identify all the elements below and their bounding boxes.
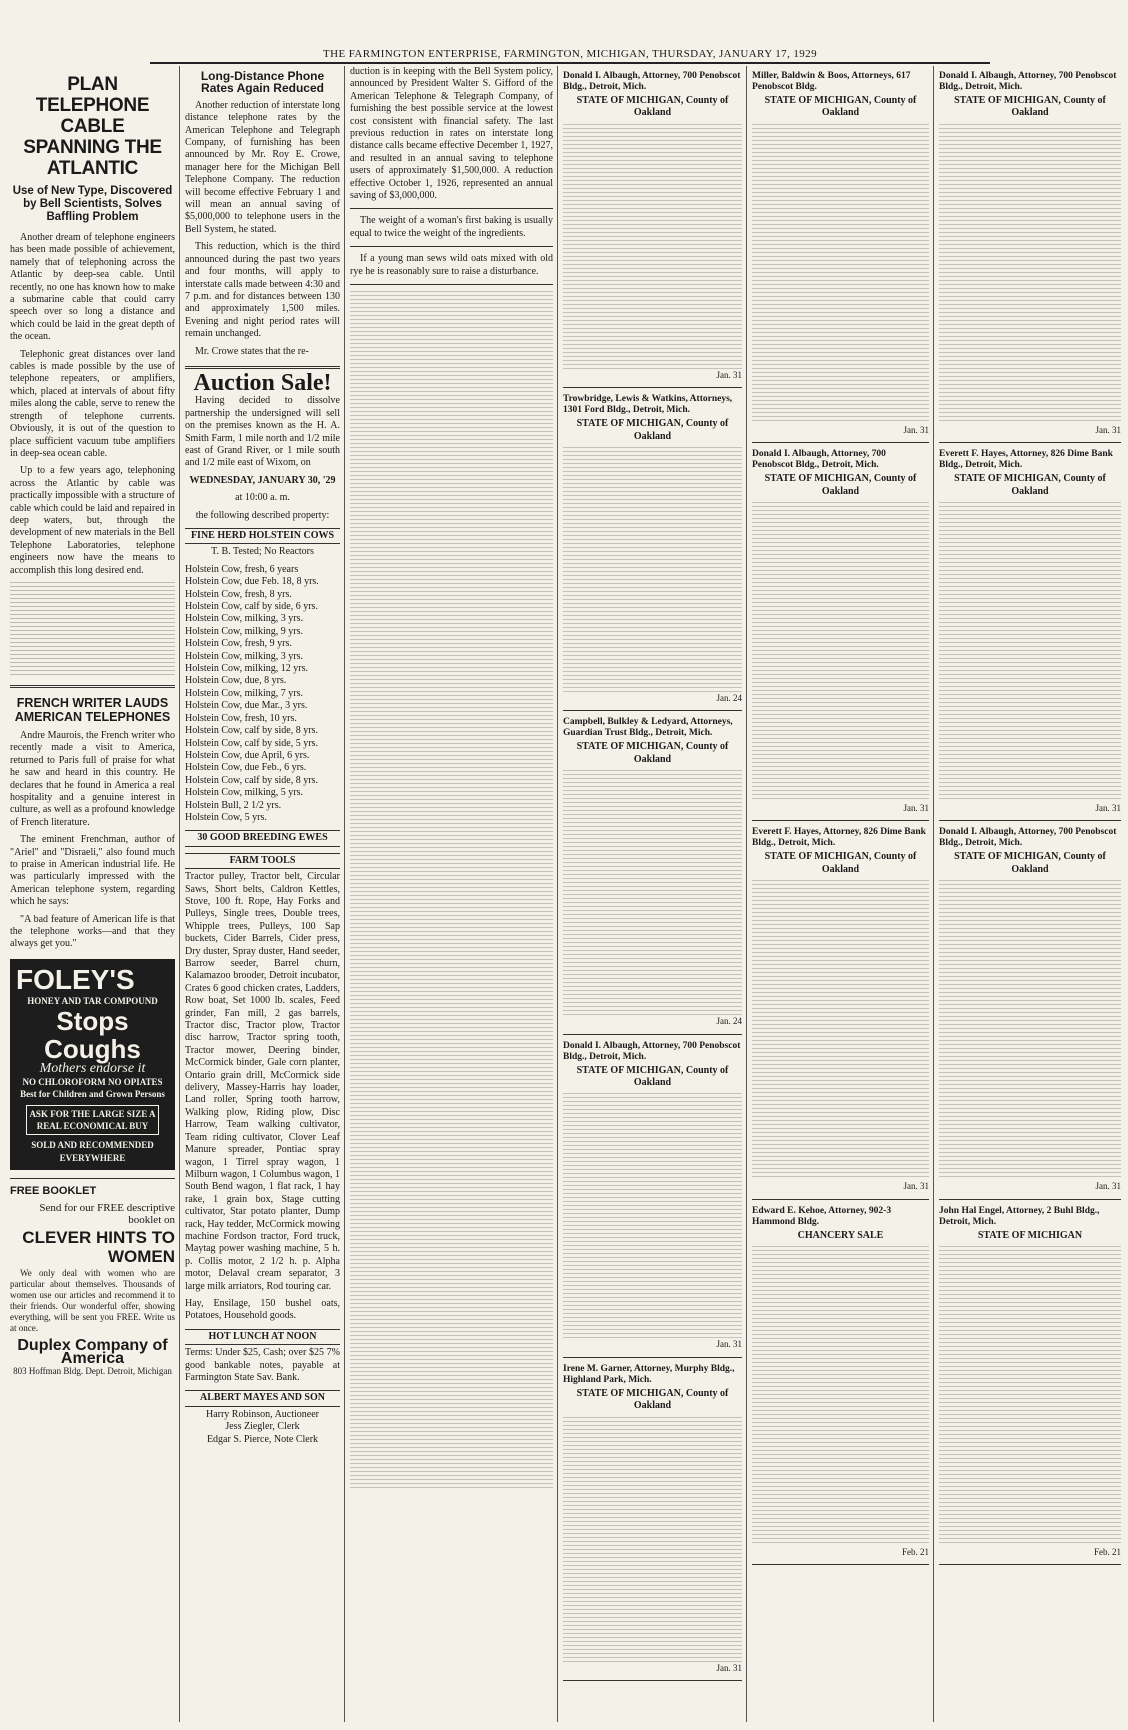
booklet-ad-company: Duplex Company of America xyxy=(17,1337,168,1367)
notice-date: Jan. 24 xyxy=(716,693,742,704)
notice-body-text xyxy=(752,124,929,424)
notice-date: Jan. 31 xyxy=(903,424,929,435)
note-clerk: Edgar S. Pierce, Note Clerk xyxy=(206,1433,319,1445)
divider xyxy=(939,1564,1121,1565)
notice-title: STATE OF MICHIGAN, County of Oakland xyxy=(764,95,917,119)
notice-title: STATE OF MICHIGAN, County of Oakland xyxy=(576,1387,729,1412)
cow-list-item: Holstein Cow, milking, 9 yrs. xyxy=(185,625,303,637)
notice-date: Jan. 31 xyxy=(903,1181,929,1192)
headline-telephone-cable: PLAN TELEPHONE CABLE SPANNING THE ATLANTIC xyxy=(23,74,162,179)
column-3 xyxy=(346,66,558,1722)
notice-body-text xyxy=(939,1246,1121,1546)
notice-body-text xyxy=(563,124,742,369)
legal-notice xyxy=(939,449,1121,821)
auction-title: Auction Sale! xyxy=(193,369,332,396)
notice-date: Jan. 24 xyxy=(716,1016,742,1027)
headline-french-writer: FRENCH WRITER LAUDS AMERICAN TELEPHONES xyxy=(14,695,171,724)
article-paragraph: duction is in keeping with the Bell System policy, announced by President Walter S. Gifford of the American Telephone & Telegraph Company, of furnishing the best possible service at the lowest cost consistent with financial safety. The last previous reduction in rates on interstate long distance calls became effective December 1, 1927, and resulted in an annual saving to telephone users of approximately $1,500,000. A reduction effective October 1, 1926, represented an annual saving of $3,000,000. xyxy=(350,66,553,202)
legal-notice xyxy=(563,1364,742,1681)
divider xyxy=(752,820,929,821)
clerk: Jess Ziegler, Clerk xyxy=(225,1421,300,1433)
cow-list-item: Holstein Cow, fresh, 10 yrs. xyxy=(185,712,297,724)
notice-title: CHANCERY SALE xyxy=(797,1229,884,1241)
column-1 xyxy=(6,66,180,1722)
divider xyxy=(563,710,742,711)
foleys-logo: FOLEY'S xyxy=(16,963,135,995)
notice-date: Feb. 21 xyxy=(1094,1547,1121,1558)
cow-list-item: Holstein Bull, 2 1/2 yrs. xyxy=(185,799,282,811)
article-paragraph: The eminent Frenchman, author of "Ariel" and "Disraeli," also found much to praise in American industrial life. He was particularly impressed with the American telephone system, regarding which he says: xyxy=(10,834,175,908)
divider xyxy=(185,366,340,369)
notice-date: Jan. 31 xyxy=(716,1339,742,1350)
column-6 xyxy=(935,66,1125,1722)
notice-body-text xyxy=(563,1093,742,1338)
divider xyxy=(563,1680,742,1681)
notice-attorney: Campbell, Bulkley & Ledyard, Attorneys, Guardian Trust Bldg., Detroit, Mich. xyxy=(563,717,733,739)
legal-notice xyxy=(939,71,1121,443)
article-paragraph: "A bad feature of American life is that the telephone works—and that they always get you." xyxy=(10,913,175,950)
hay-text: Hay, Ensilage, 150 bushel oats, Potatoes, Household goods. xyxy=(185,1297,340,1322)
article-paragraph: Andre Maurois, the French writer who recently made a visit to America, returned to Paris full of praise for what he saw and heard in this country. He declares that he found in America a real hospitality and a genuine interest in culture, as well as a profound knowledge of French literature. xyxy=(10,729,175,828)
notice-attorney: Everett F. Hayes, Attorney, 826 Dime Bank Bldg., Detroit, Mich. xyxy=(939,449,1113,471)
cow-list-item: Holstein Cow, 5 yrs. xyxy=(185,811,267,823)
cow-list-item: Holstein Cow, milking, 3 yrs. xyxy=(185,650,303,662)
notice-attorney: Donald I. Albaugh, Attorney, 700 Penobscot Bldg., Detroit, Mich. xyxy=(939,827,1117,849)
divider xyxy=(563,1034,742,1035)
cows-list xyxy=(185,564,340,825)
article-paragraph: This reduction, which is the third announced during the past two years and four months, will apply to interstate calls made between 4:30 and 7 p.m. and for distances between 130 and approximately 1,500 miles. Evening and night period rates will remain unchanged. xyxy=(185,241,340,340)
booklet-ad-address: 803 Hoffman Bldg. Dept. Detroit, Michigan xyxy=(13,1366,172,1377)
divider xyxy=(350,246,553,247)
legal-notices-text xyxy=(350,291,553,1491)
legal-notice xyxy=(752,449,929,821)
notice-title: STATE OF MICHIGAN xyxy=(977,1229,1083,1241)
headline-phone-rates: Long-Distance Phone Rates Again Reduced xyxy=(200,69,325,96)
cow-list-item: Holstein Cow, milking, 7 yrs. xyxy=(185,687,303,699)
booklet-ad-line: Send for our FREE descriptive booklet on xyxy=(39,1201,175,1226)
notice-body-text xyxy=(563,447,742,692)
notice-body-text xyxy=(752,1246,929,1546)
divider xyxy=(939,1199,1121,1200)
notice-attorney: John Hal Engel, Attorney, 2 Buhl Bldg., Detroit, Mich. xyxy=(939,1205,1100,1227)
auction-date: WEDNESDAY, JANUARY 30, '29 xyxy=(189,474,336,486)
notice-body-text xyxy=(563,1417,742,1662)
notice-title: STATE OF MICHIGAN, County of Oakland xyxy=(764,473,917,497)
tools-text: Tractor pulley, Tractor belt, Circular Saws, Short belts, Caldron Kettles, Stove, 100 ft. Rope, Hay Forks and Pulleys, Single trees, Double trees, Whipple trees, Pulleys, 100 Sap buckets, Cider Barrels, Cider press, Dry duster, Spray duster, Hand seeder, Barrow seeder, Barrel churn, Kalamazoo brooder, Detroit incubator, Crates 6 good chicken crates, Ladders, Row boat, Set 1000 lb. scales, Feed grinder, Fan mill, 2 gas barrels, Tractor disc, Tractor plow, Tractor disc harrow, Tractor spring tooth, Tractor mower, Deering binder, McCormick binder, Gale corn planter, Ontario grain drill, McCormick side delivery, Massey-Harris hay loader, Land roller, Spring tooth harrow, Walking plow, Riding plow, Disc Harrow, Team walking cultivator, Team riding cultivator, Clover Leaf Manure spreader, Pontiac spray wagon, 1 Tirrel spray wagon, 1 Milburn wagon, 1 Columbus wagon, 1 South Bend wagon, 1 flat rack, 1 hay rake, 1 grain box, Stage cutting cultivator, Star potato planter, Dump rack, Hay tedder, McCormick mowing machine Fordson tractor, Ford truck, Maytag power washing machine, 5 h. p. Collis motor, 2 1/2 h. p. Alpha motor, Delaval cream separator, 3 large milk arriators, Rod touring car. xyxy=(185,871,340,1292)
cows-subheading: T. B. Tested; No Reactors xyxy=(211,546,314,558)
auction-following: the following described property: xyxy=(195,509,330,521)
divider xyxy=(939,442,1121,443)
notice-body-text xyxy=(563,770,742,1015)
foleys-advertisement xyxy=(10,959,175,1170)
divider xyxy=(563,1357,742,1358)
notice-body-text xyxy=(752,880,929,1180)
notice-title: STATE OF MICHIGAN, County of Oakland xyxy=(576,1064,729,1089)
notice-title: STATE OF MICHIGAN, County of Oakland xyxy=(576,418,729,442)
subhead-telephone-cable: Use of New Type, Discovered by Bell Scientists, Solves Baffling Problem xyxy=(12,185,173,223)
notice-date: Jan. 31 xyxy=(1095,803,1121,814)
notice-date: Jan. 31 xyxy=(716,1662,742,1673)
cow-list-item: Holstein Cow, due Mar., 3 yrs. xyxy=(185,700,308,712)
article-paragraph: Mr. Crowe states that the re- xyxy=(195,345,309,357)
cow-list-item: Holstein Cow, fresh, 6 years xyxy=(185,563,299,575)
lunch-heading: HOT LUNCH AT NOON xyxy=(185,1329,340,1345)
notice-body-text xyxy=(939,502,1121,802)
filler-paragraph: If a young man sews wild oats mixed with old rye he is reasonably sure to raise a disturbance. xyxy=(350,253,553,277)
cow-list-item: Holstein Cow, milking, 3 yrs. xyxy=(185,613,303,625)
legal-notice xyxy=(939,1206,1121,1566)
notice-date: Jan. 31 xyxy=(716,369,742,380)
ad-line: Best for Children and Grown Persons xyxy=(20,1089,165,1100)
ad-line: Mothers endorse it xyxy=(39,1061,146,1077)
column-4 xyxy=(559,66,747,1722)
cow-list-item: Holstein Cow, due, 8 yrs. xyxy=(185,675,287,687)
ad-bottom-line: SOLD AND RECOMMENDED EVERYWHERE xyxy=(31,1140,154,1163)
column-5 xyxy=(748,66,934,1722)
ewes-heading: 30 GOOD BREEDING EWES xyxy=(185,830,340,846)
article-paragraph: Another reduction of interstate long distance telephone rates by the American Telephone and Telegraph Company, of furnishing has been announced by Mr. Roy E. Crowe, manager here for the Michigan Bell Telephone Company. The reduction will become effective February 1 and will mean an annual saving of $5,000,000 to telephone users in the Bell System, he stated. xyxy=(185,99,340,235)
notice-title: STATE OF MICHIGAN, County of Oakland xyxy=(576,741,729,765)
filler-paragraph: The weight of a woman's first baking is usually equal to twice the weight of the ingredients. xyxy=(350,215,553,239)
notice-attorney: Edward E. Kehoe, Attorney, 902-3 Hammond Bldg. xyxy=(752,1205,892,1227)
divider xyxy=(752,1564,929,1565)
notice-attorney: Irene M. Garner, Attorney, Murphy Bldg., Highland Park, Mich. xyxy=(563,1363,735,1385)
cows-heading: FINE HERD HOLSTEIN COWS xyxy=(185,528,340,544)
divider xyxy=(10,685,175,688)
notice-title: STATE OF MICHIGAN, County of Oakland xyxy=(954,95,1106,119)
notice-attorney: Donald I. Albaugh, Attorney, 700 Penobscot Bldg., Detroit, Mich. xyxy=(752,449,886,471)
booklet-ad-headline: CLEVER HINTS TO WOMEN xyxy=(22,1228,175,1267)
notice-attorney: Everett F. Hayes, Attorney, 826 Dime Bank Bldg., Detroit, Mich. xyxy=(752,827,926,849)
legal-notice xyxy=(563,1041,742,1358)
legal-notice xyxy=(563,717,742,1034)
divider xyxy=(752,442,929,443)
cow-list-item: Holstein Cow, due April, 6 yrs. xyxy=(185,749,310,761)
auction-intro: Having decided to dissolve partnership the undersigned will sell on the premises known as the H. A. Smith Farm, 1 mile north and 1/2 mile east of Grand River, or 1 mile south and 1/2 mile east of Wixom, on xyxy=(185,395,340,469)
masthead: THE FARMINGTON ENTERPRISE, FARMINGTON, MICHIGAN, THURSDAY, JANUARY 17, 1929 xyxy=(150,48,990,64)
notice-date: Jan. 31 xyxy=(1095,424,1121,435)
cow-list-item: Holstein Cow, calf by side, 8 yrs. xyxy=(185,774,318,786)
divider xyxy=(752,1199,929,1200)
notice-title: STATE OF MICHIGAN, County of Oakland xyxy=(954,473,1106,497)
cow-list-item: Holstein Cow, due Feb., 6 yrs. xyxy=(185,762,307,774)
booklet-ad-title: FREE BOOKLET xyxy=(10,1185,97,1198)
legal-notice xyxy=(939,827,1121,1199)
notice-attorney: Miller, Baldwin & Boos, Attorneys, 617 Penobscot Bldg. xyxy=(752,71,911,92)
divider xyxy=(350,284,553,285)
divider xyxy=(563,387,742,388)
legal-notice xyxy=(563,71,742,388)
divider xyxy=(350,208,553,209)
legal-notice xyxy=(752,827,929,1199)
notice-title: STATE OF MICHIGAN, County of Oakland xyxy=(764,851,917,875)
legal-notice xyxy=(752,71,929,443)
cow-list-item: Holstein Cow, calf by side, 8 yrs. xyxy=(185,725,318,737)
notice-attorney: Trowbridge, Lewis & Watkins, Attorneys, 1301 Ford Bldg., Detroit, Mich. xyxy=(563,394,733,416)
notice-body-text xyxy=(939,880,1121,1180)
sponsors: ALBERT MAYES AND SON xyxy=(185,1390,340,1406)
notice-date: Jan. 31 xyxy=(903,803,929,814)
article-paragraph: Another dream of telephone engineers has been made possible of achievement, namely that of telephoning across the Atlantic by deep-sea cable. Until recently, no one has known how to make a submarine cable that could carry speech over so long a distance and which could be laid in the great depth of the ocean. xyxy=(10,232,175,343)
notice-date: Feb. 21 xyxy=(902,1547,929,1558)
legal-notice xyxy=(563,394,742,711)
cow-list-item: Holstein Cow, calf by side, 5 yrs. xyxy=(185,737,318,749)
cow-list-item: Holstein Cow, fresh, 9 yrs. xyxy=(185,638,292,650)
article-continued-text xyxy=(10,582,175,677)
cow-list-item: Holstein Cow, fresh, 8 yrs. xyxy=(185,588,292,600)
auctioneer: Harry Robinson, Auctioneer xyxy=(205,1408,320,1420)
divider xyxy=(10,1178,175,1179)
ad-tagline: HONEY AND TAR COMPOUND xyxy=(27,995,158,1006)
notice-body-text xyxy=(939,124,1121,424)
cow-list-item: Holstein Cow, due Feb. 18, 8 yrs. xyxy=(185,576,319,588)
notice-body-text xyxy=(752,502,929,802)
notice-date: Jan. 31 xyxy=(1095,1181,1121,1192)
ad-line: NO CHLOROFORM NO OPIATES xyxy=(22,1076,163,1087)
notice-attorney: Donald I. Albaugh, Attorney, 700 Penobscot Bldg., Detroit, Mich. xyxy=(939,71,1117,92)
article-paragraph: Telephonic great distances over land cables is made possible by the use of telephone repeaters, or amplifiers, which, placed at intervals of about fifty miles along the cable, serve to renew the strength of telephone currents. Obviously, it is out of the question to place sufficient vacuum tube amplifiers in deep-sea ocean cable. xyxy=(10,348,175,459)
legal-notice xyxy=(752,1206,929,1566)
divider xyxy=(939,820,1121,821)
notice-title: STATE OF MICHIGAN, County of Oakland xyxy=(576,95,729,119)
notice-title: STATE OF MICHIGAN, County of Oakland xyxy=(954,851,1106,875)
notice-attorney: Donald I. Albaugh, Attorney, 700 Penobscot Bldg., Detroit, Mich. xyxy=(563,71,741,92)
column-2 xyxy=(181,66,345,1722)
cow-list-item: Holstein Cow, milking, 12 yrs. xyxy=(185,663,308,675)
ad-headline: Stops Coughs xyxy=(44,1006,141,1065)
cow-list-item: Holstein Cow, milking, 5 yrs. xyxy=(185,787,303,799)
tools-heading: FARM TOOLS xyxy=(185,853,340,869)
article-paragraph: Up to a few years ago, telephoning across the Atlantic by cable was practically impossible with a structure of cable which could be laid and repaired in deep waters, but, through the development of new materials in the Bell Telephone Laboratories, telephone engineers now have the means to accomplish this long desired end. xyxy=(10,465,175,576)
auction-time: at 10:00 a. m. xyxy=(235,492,290,504)
notice-attorney: Donald I. Albaugh, Attorney, 700 Penobscot Bldg., Detroit, Mich. xyxy=(563,1040,741,1062)
cow-list-item: Holstein Cow, calf by side, 6 yrs. xyxy=(185,601,318,613)
booklet-ad-text: We only deal with women who are particular about themselves. Thousands of women use our articles and recommend it to their friends. Our wonderful offer, showing everything, will be sent you FREE. Write us at once. xyxy=(10,1268,175,1334)
ad-box: ASK FOR THE LARGE SIZE A REAL ECONOMICAL BUY xyxy=(26,1105,159,1136)
terms-text: Terms: Under $25, Cash; over $25 7% good bankable notes, payable at Farmington State Sav. Bank. xyxy=(185,1347,340,1383)
